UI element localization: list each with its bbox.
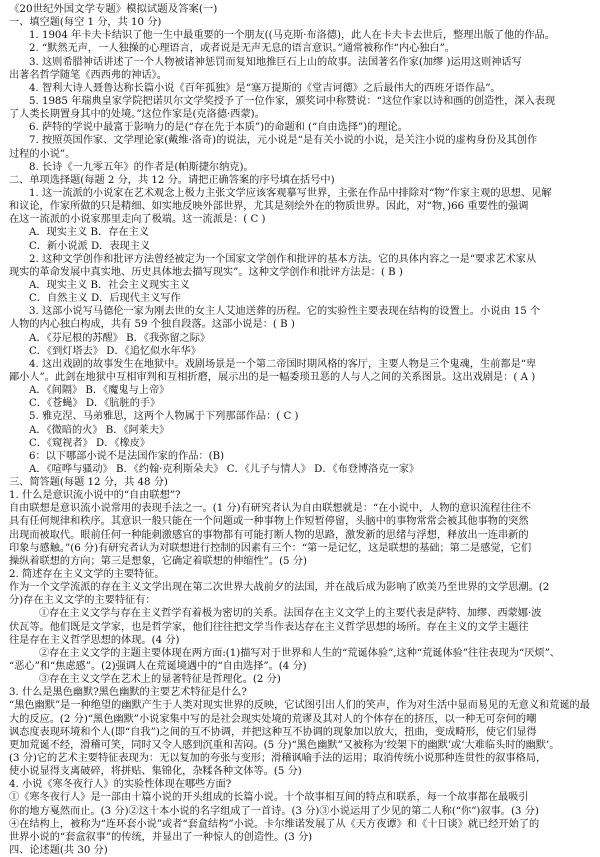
text-line: 分)存在主义文学的主要特征有： (9, 595, 156, 607)
text-line: 2. 简述存在主义文学的主要特征。 (9, 569, 165, 581)
text-line: 7. 按照英国作家、文学理论家(戴维·洛奇)的说法，元小说是“是有关小说的小说，是关注小说的虚构身份及其创作 (29, 135, 538, 147)
text-line: ④在结构上，被称为“连环套小说”或者“套盒结构”小说。卡尔维诺发展了从《天方夜谭》和《十日谈》就已经开始了的 (9, 818, 540, 830)
text-line: “黑色幽默”是一种绝望的幽默产生于人类对现实世界的反映，它试图引出人们的笑声，作为对生活中显而易见的无意义和荒诞的最 (9, 700, 590, 712)
text-line: 1. 这一流派的小说家在艺术观念上极力主张文学应该客观摹写世界，主张在作品中排除对“物”作家主观的思想、见解 (29, 187, 552, 199)
text-line: 5. 雅克涅、马弟雅思，这两个人物属于下列那部作品：( C ) (29, 411, 299, 423)
text-line: 出现而被取代。眼前任何一种能刺激感官的事物都有可能打断人物的思路，激发新的思绪与浮想，释放出一连串新的 (9, 529, 529, 541)
text-line: ③存在主义文学在艺术上的显著特征是哲理化。(2 分) (39, 674, 281, 686)
text-line: 更加荒诞不经，滑稽可笑，同时又令人感到沉重和苦闷。(5 分)“黑色幽默”又被称为‘绞架下的幽默’或‘大难临头时的幽默’。 (9, 739, 560, 751)
text-line: 了人类长期置身其中的处境。”这位作家是(克洛德·西蒙)。 (9, 109, 265, 121)
text-line: C．自然主义 D．后现代主义写作 (29, 293, 181, 305)
text-line: A．《间隔》 B．《魔鬼与上帝》 (29, 385, 170, 397)
section-heading: 三、简答题(每题 12 分，共 48 分) (9, 477, 168, 489)
text-line: 2. 这种文学创作和批评方法曾经被定为一个国家文学创作和批评的基本方法。它的具体内容之一是“要求艺术家从 (29, 253, 537, 265)
text-line: 4. 小说《寒冬夜行人》的实验性体现在哪些方面? (9, 779, 232, 791)
text-line: 6. 萨特的学说中最富于影响力的是(“存在先于本质”)的命题和 (“自由选择”)的理论。 (29, 122, 408, 134)
text-line: 往是存在主义哲学思想的体现。(4 分) (9, 634, 180, 646)
text-line: A．《喧哗与骚动》 B．《约翰·克利斯朵夫》 C．《儿子与情人》 D．《布登博洛克一家》 (29, 463, 420, 475)
text-line: 现实的革命发展中真实地、历史具体地去描写现实”。这种文学创作和批评方法是：( B ) (9, 266, 403, 278)
text-line: 大的反应。(2 分)“黑色幽默”小说家集中写的是社会现实处境的荒谬及其对人的个体存在的挤压，以一种无可奈何的嘲 (9, 713, 537, 725)
text-line: 5. 1985 年瑞典皇家学院把诺贝尔文学奖授予了一位作家，颁奖词中称赞说：“这位作家以诗和画的创造性，深入表现 (29, 95, 556, 107)
text-line: A．现实主义 B．社会主义现实主义 (29, 279, 190, 291)
text-line: 出著名哲学随笔《西西弗的神话》。 (9, 69, 167, 81)
text-line: C．《苍蝇》 D．《肮脏的手》 (29, 398, 161, 410)
text-line: C．《到灯塔去》 D．《追忆似水年华》 (29, 345, 201, 357)
text-line: 伏瓦等。他们既是文学家，也是哲学家，他们往往把文学当作表达存在主义哲学思想的场所。存在主义的文学主题往 (9, 621, 529, 633)
text-line: 2. “默然无声，一人独操的心理语言，或者说是无声无息的语言意识。”通常被称作“内心独白”。 (29, 43, 455, 55)
text-line: 4. 这出戏剧的故事发生在地狱中。戏剧场景是一个第二帝国时期风格的客厅，主要人物是三个鬼魂，生前都是“卑 (29, 358, 537, 370)
document-body (9, 16, 594, 857)
text-line: 6：以下哪部小说不是法国作家的作品：(B) (29, 450, 225, 462)
text-line: 3. 这则希腊神话讲述了一个人物被诸神惩罚而复知地推巨石上山的故事。法国著名作家(加缪 )运用这则神话写 (29, 56, 522, 68)
text-line: (3 分)它的艺术主要特征表现为：无以复加的夸张与变形；滑稽讽喻手法的运用；取消传统小说那种连贯性的叙事格局， (9, 753, 547, 765)
text-line: 1. 1904 年卡夫卡结识了他一生中最重要的一个朋友((马克斯·布洛德)，此人在卡夫卡去世后，整理出版了他的作品。 (29, 30, 555, 42)
text-line: 自由联想是意识流小说常用的表现手法之一。(1 分)有研究者认为自由联想就是：“在小说中，人物的意识流程往往不 (9, 503, 532, 515)
text-line: 1. 什么是意识流小说中的“自由联想”? (9, 490, 181, 502)
text-line: 操纵着联想的方向；第三是想象，它确定着联想的伸缩性”。(5 分) (9, 555, 307, 567)
text-line: 3. 什么是黑色幽默?黑色幽默的主要艺术特征是什么? (9, 687, 247, 699)
section-heading: 二、单项选择题(每题 2 分，共 12 分。请把正确答案的序号填在括号中) (9, 174, 335, 186)
text-line: 人物的内心独白构成，共有 59 个独自段落。这部小说是：( B ) (9, 319, 295, 331)
text-line: 世界小说的“套盒叙事”的传统，并显出了一种惊人的创造性。(3 分) (9, 831, 313, 843)
text-line: 在这一流派的小说家那里走向了极端。这一流派是：( C ) (9, 214, 266, 226)
text-line: A．《芬尼根的苏醒》 B．《我弥留之际》 (29, 332, 211, 344)
text-line: 8. 长诗《一九零五年》的作者是(帕斯捷尔纳克)。 (29, 161, 254, 173)
text-line: 4. 智利大诗人聂鲁达称长篇小说《百年孤独》是“塞万提斯的《堂吉诃德》之后最伟大的西班牙语作品”。 (29, 82, 501, 94)
text-line: 讽态度表现环境和个人(即“自我”)之间的互不协调，并把这种互不协调的现象加以放大，扭曲，变成畸形，使它们显得 (9, 726, 537, 738)
text-line: 具有任何规律和秩序。其意识一般只能在一个问题或一种事物上作短暂停留，头脑中的事物常常会被其他事物的突然 (9, 516, 529, 528)
text-line: A．《微暗的火》 B．《阿莱夫》 (29, 424, 170, 436)
text-line: 鄙小人”。此剑在地狱中互相审判和互相折磨，展示出的是一幅委琐丑恶的人与人之间的关系图景。这出戏剧是：( A ) (9, 371, 536, 383)
text-line: 你的地方戛然而止。(3 分)②这十本小说的名字组成了一首诗。(3 分)③小说运用了少见的第二人称(“你”)叙事。(3 分) (9, 805, 539, 817)
document-title: 《20世纪外国文学专题》模拟试题及答案(一) (9, 3, 218, 15)
text-line: 使小说显得支离破碎，将拼贴、集锦化，杂糅各种文体等。(5 分) (9, 766, 302, 778)
text-line: 作为一个文学流派的存在主义文学出现在第二次世界大战前夕的法国，并在战后成为影响了欧美乃至世界的文学思潮。(2 (9, 582, 550, 594)
text-line: C．《窥视者》 D．《橡皮》 (29, 437, 151, 449)
text-line: A．现实主义 B．存在主义 (29, 227, 149, 239)
text-line: 和议论，作家所做的只是精细、如实地反映外部世界，尤其是刻绘外在的物质世界。因此，对“物，)66 重要性的强调 (9, 201, 529, 213)
text-line: “恶心”和“焦虑感”。(2)强调人在荒诞境遇中的“自由选择”。(4 分) (9, 661, 307, 673)
text-line: ②存在主义文学的主题主要体现在两方面:(1)描写对于世界和人生的“荒诞体验”,这种“荒诞体验”往往表现为“厌烦”、 (39, 647, 560, 659)
text-line: 印象与感触。”(6 分)有研究者认为对联想进行控制的因素有三个：“第一是记忆，这是联想的基础；第二是感觉，它们 (9, 542, 532, 554)
text-line: ①《寒冬夜行人》是一部由十篇小说的开头组成的长篇小说。十个故事相互间的特点和联系，每一个故事都在最吸引 (9, 792, 529, 804)
section-heading: 一、填空题(每空 1 分，共 10 分) (9, 17, 162, 29)
text-line: ①存在主义文学与存在主义哲学有着极为密切的关系。法国存在主义文学上的主要代表是萨特、加缪、西蒙娜·波 (39, 608, 542, 620)
text-line: 过程的小说”。 (9, 148, 76, 160)
section-heading: 四、论述题(共 30 分) (9, 845, 108, 856)
text-line: C．新小说派 D．表现主义 (29, 240, 151, 252)
text-line: 3. 这部小说写马德伦一家为刚去世的女主人艾迪送葬的历程。它的实验性主要表现在结构的设置上。小说由 15 个 (29, 306, 541, 318)
